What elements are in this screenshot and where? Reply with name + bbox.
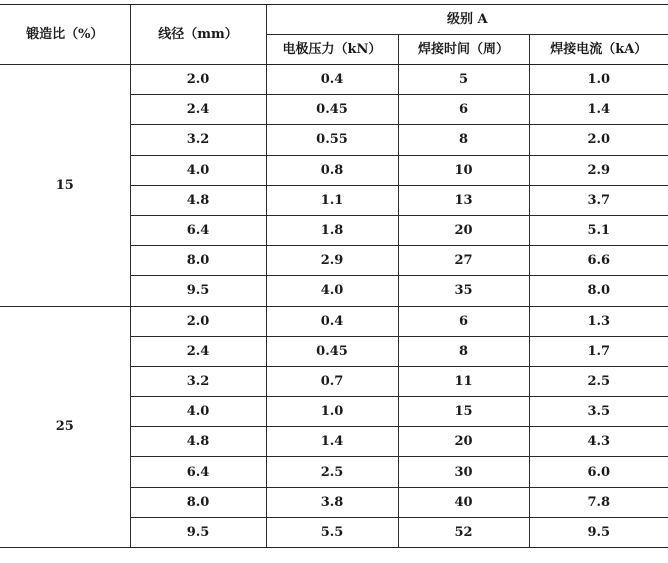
cell-time: 52 (398, 517, 529, 547)
cell-current: 3.5 (529, 397, 668, 427)
header-time: 焊接时间（周） (398, 35, 529, 65)
cell-force: 3.8 (266, 487, 398, 517)
cell-time: 40 (398, 487, 529, 517)
cell-force: 0.45 (266, 336, 398, 366)
cell-force: 5.5 (266, 517, 398, 547)
welding-parameter-table (0, 4, 668, 548)
cell-force: 1.1 (266, 185, 398, 215)
cell-force: 0.45 (266, 95, 398, 125)
cell-current: 1.4 (529, 95, 668, 125)
header-ratio: 锻造比（%） (0, 5, 130, 65)
header-force: 电极压力（kN） (266, 35, 398, 65)
cell-diameter: 2.4 (130, 95, 266, 125)
cell-time: 11 (398, 366, 529, 396)
cell-current: 8.0 (529, 276, 668, 306)
cell-time: 10 (398, 155, 529, 185)
header-row-top (0, 5, 668, 35)
cell-diameter: 4.0 (130, 155, 266, 185)
cell-time: 15 (398, 397, 529, 427)
cell-ratio: 25 (0, 306, 130, 548)
cell-force: 2.9 (266, 246, 398, 276)
header-group-a: 级别 A (266, 5, 668, 35)
header-current: 焊接电流（kA） (529, 35, 668, 65)
cell-force: 2.5 (266, 457, 398, 487)
cell-current: 6.6 (529, 246, 668, 276)
cell-force: 1.4 (266, 427, 398, 457)
table-group-15 (0, 65, 668, 307)
cell-current: 2.5 (529, 366, 668, 396)
cell-time: 5 (398, 65, 529, 95)
cell-force: 0.7 (266, 366, 398, 396)
cell-time: 35 (398, 276, 529, 306)
cell-force: 0.4 (266, 306, 398, 336)
cell-time: 20 (398, 427, 529, 457)
cell-current: 1.3 (529, 306, 668, 336)
cell-current: 3.7 (529, 185, 668, 215)
cell-time: 20 (398, 215, 529, 245)
cell-current: 1.0 (529, 65, 668, 95)
cell-force: 0.8 (266, 155, 398, 185)
cell-current: 2.0 (529, 125, 668, 155)
table-row (0, 65, 668, 95)
cell-current: 4.3 (529, 427, 668, 457)
cell-diameter: 6.4 (130, 215, 266, 245)
cell-current: 2.9 (529, 155, 668, 185)
cell-time: 27 (398, 246, 529, 276)
header-diameter: 线径（mm） (130, 5, 266, 65)
cell-diameter: 2.0 (130, 65, 266, 95)
cell-current: 9.5 (529, 517, 668, 547)
cell-current: 5.1 (529, 215, 668, 245)
cell-time: 6 (398, 95, 529, 125)
cell-time: 30 (398, 457, 529, 487)
cell-diameter: 6.4 (130, 457, 266, 487)
cell-force: 1.8 (266, 215, 398, 245)
cell-diameter: 4.8 (130, 185, 266, 215)
cell-current: 1.7 (529, 336, 668, 366)
cell-diameter: 4.0 (130, 397, 266, 427)
cell-diameter: 2.0 (130, 306, 266, 336)
table-row (0, 306, 668, 336)
cell-time: 8 (398, 125, 529, 155)
cell-time: 8 (398, 336, 529, 366)
cell-diameter: 4.8 (130, 427, 266, 457)
cell-force: 1.0 (266, 397, 398, 427)
cell-diameter: 8.0 (130, 487, 266, 517)
cell-diameter: 9.5 (130, 517, 266, 547)
cell-diameter: 2.4 (130, 336, 266, 366)
cell-force: 0.55 (266, 125, 398, 155)
table-header (0, 5, 668, 65)
cell-time: 6 (398, 306, 529, 336)
cell-diameter: 9.5 (130, 276, 266, 306)
cell-diameter: 3.2 (130, 366, 266, 396)
cell-diameter: 8.0 (130, 246, 266, 276)
cell-force: 0.4 (266, 65, 398, 95)
cell-force: 4.0 (266, 276, 398, 306)
cell-time: 13 (398, 185, 529, 215)
cell-diameter: 3.2 (130, 125, 266, 155)
table-group-25 (0, 306, 668, 548)
cell-current: 7.8 (529, 487, 668, 517)
cell-ratio: 15 (0, 65, 130, 307)
cell-current: 6.0 (529, 457, 668, 487)
